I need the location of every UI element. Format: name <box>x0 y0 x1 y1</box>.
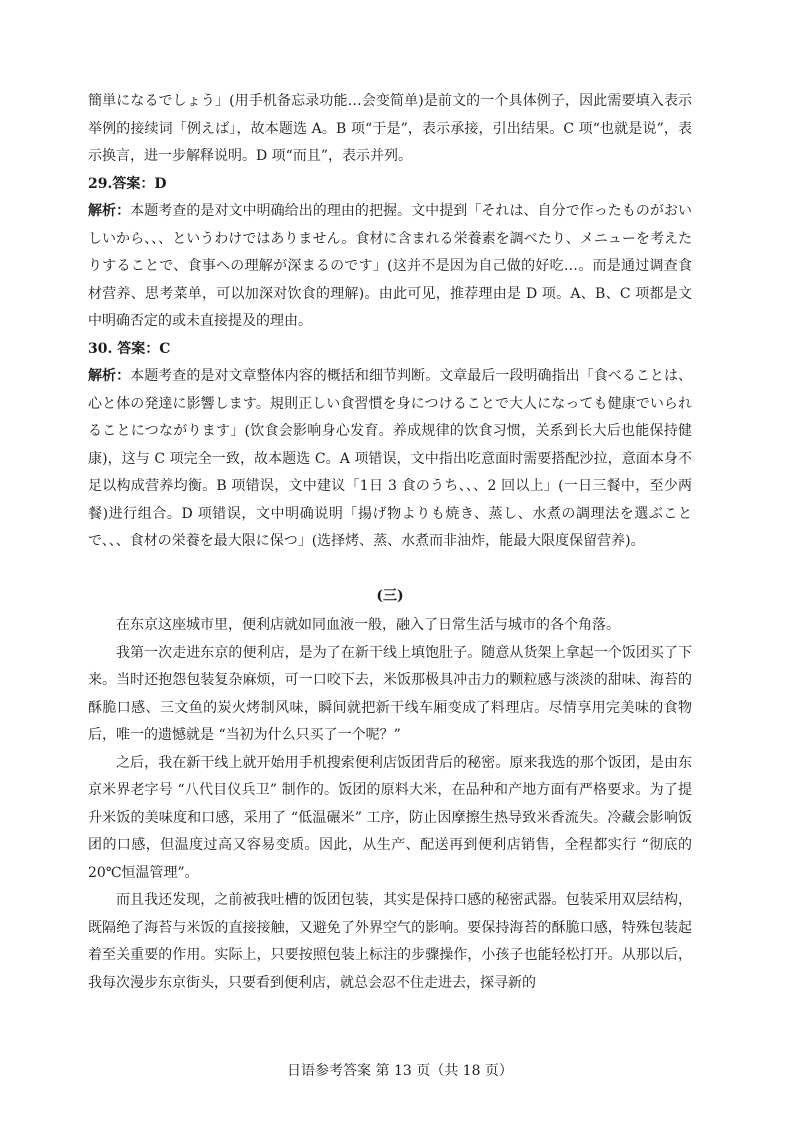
q30-analysis <box>88 363 692 556</box>
q30-answer-heading: 30. 答案：C <box>88 340 171 357</box>
q29-analysis-label: 解析： <box>88 203 131 219</box>
section-title: (三) <box>376 587 404 604</box>
q30-analysis-label: 解析： <box>88 368 131 384</box>
q29-answer-heading: 29.答案：D <box>88 175 167 192</box>
passage-paragraph: 而且我还发现，之前被我吐槽的饭团包装，其实是保持口感的秘密武器。包装采用双层结构，既隔绝了海苔与米饭的直接接触，又避免了外界空气的影响。要保持海苔的酥脆口感，特殊包装起着至关重要的作用。实际上，只要按照包装上标注的步骤操作，小孩子也能轻松打开。从那以后，我每次漫步东京街头，只要看到便利店，就总会忍不住走进去，探寻新的 <box>88 892 692 991</box>
passage-paragraph: 在东京这座城市里，便利店就如同血液一般，融入了日常生活与城市的各个角落。 <box>116 617 620 633</box>
q29-analysis <box>88 198 692 336</box>
intro-paragraph: 簡単になるでしょう」(用手机备忘录功能…会变简单)是前文的一个具体例子，因此需要填入表示举例的接续词「例えば」，故本题选 A。B 项“于是”，表示承接，引出结果。C 项“也就是说”，表示换言，进一步解释说明。D 项“而且”，表示并列。 <box>88 93 692 164</box>
q29-analysis-text: 本题考查的是对文中明确给出的理由的把握。文中提到「それは、自分で作ったものがおいしいから、、、というわけではありません。食材に含まれる栄養素を調べたり、メニューを考えたりすることで、食事への理解が深まるのです」(这并不是因为自己做的好吃…。而是通过调查食材营养、思考菜单，可以加深对饮食的理解)。由此可见，推荐理由是 D 项。A、B、C 项都是文中明确否定的或未直接提及的理由。 <box>88 203 693 329</box>
passage-paragraph: 我第一次走进东京的便利店，是为了在新干线上填饱肚子。随意从货架上拿起一个饭团买了下来。当时还抱怨包装复杂麻烦，可一口咬下去，米饭那极具冲击力的颗粒感与淡淡的甜味、海苔的酥脆口感、三文鱼的炭火烤制风味，瞬间就把新干线车厢变成了料理店。尽情享用完美味的食物后，唯一的遗憾就是 “当初为什么只买了一个呢？” <box>88 644 692 743</box>
passage-paragraph: 之后，我在新干线上就开始用手机搜索便利店饭团背后的秘密。原来我选的那个饭团，是由东京米界老字号 “八代目仪兵卫” 制作的。饭团的原料大米，在品种和产地方面有严格要求。为了提升米饭的美味度和口感，采用了 “低温碾米” 工序，防止因摩擦生热导致米香流失。冷藏会影响饭团的口感，但温度过高又容易变质。因此，从生产、配送再到便利店销售，全程都实行 “彻底的 20℃恒温管理”。 <box>88 754 692 881</box>
page-footer: 日语参考答案 第 13 页（共 18 页） <box>287 1063 513 1079</box>
answer-page <box>88 88 692 997</box>
q30-analysis-text: 本题考查的是对文章整体内容的概括和细节判断。文章最后一段明确指出「食べることは、心と体の発達に影響します。規則正しい食習慣を身につけることで大人になっても健康でいられることにつながります」(饮食会影响身心发育。养成规律的饮食习惯，关系到长大后也能保持健康)，这与 C 项完全一致，故本题选 C。A 项错误，文中指出吃意面时需要搭配沙拉，意面本身不足以构成营养均衡。B 项错误，文中建议「1日 3 食のうち、、、2 回以上」(一日三餐中，至少两餐)进行组合。D 项错误，文中明确说明「揚げ物よりも焼き、蒸し、水煮の調理法を選ぶことで、、、食材の栄養を最大限に保つ」(选择烤、蒸、水煮而非油炸，能最大限度保留营养)。 <box>88 368 693 549</box>
